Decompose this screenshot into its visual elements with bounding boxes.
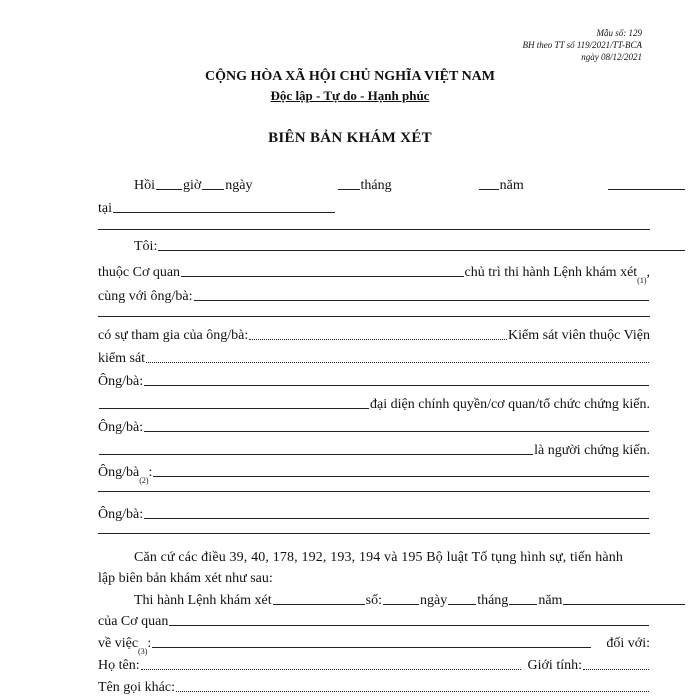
order-year-field[interactable] [563,604,685,605]
place-label: tại [98,201,112,216]
motto [0,88,700,104]
order-no-field[interactable] [383,604,419,605]
about-colon: : [147,636,152,651]
officer-label: Tôi: [134,239,158,254]
witness-line [98,437,650,459]
person4-line [98,501,650,523]
order-day-field[interactable] [448,604,476,605]
person3-continuation[interactable] [98,491,650,492]
form-date: ngày 08/12/2021 [581,52,642,62]
person4-continuation[interactable] [98,533,650,534]
document-title: BIÊN BẢN KHÁM XÉT [268,130,432,146]
basis-line-2 [98,565,650,587]
order-label: Thi hành Lệnh khám xét [134,593,272,608]
about-line: về việc (3) : đối với: [98,636,650,656]
lead-label: chủ trì thi hành Lệnh khám xét [464,265,638,280]
alias-field[interactable] [176,691,649,692]
time-hour-label: Hồi [134,178,155,193]
procuracy-label: kiểm sát [98,351,146,366]
order-month-field[interactable] [509,604,537,605]
person1-label: Ông/bà: [98,374,144,389]
form-number: Mẫu số: 129 [596,28,642,38]
procurator-line [98,322,650,344]
fullname-field[interactable] [141,669,521,670]
agency-label: thuộc Cơ quan [98,265,181,280]
lead-comma: , [646,265,650,280]
person1-field[interactable] [144,385,649,386]
order-no-label: số: [365,593,382,608]
representative-role: đại diện chính quyền/cơ quan/tổ chức chứng kiến. [370,397,650,412]
time-min-label: giờ [183,178,202,193]
person3-label: Ông/bà [98,465,140,480]
person4-field[interactable] [144,518,649,519]
order-agency-field[interactable] [169,625,649,626]
procurator-label: có sự tham gia của ông/bà: [98,328,249,343]
minute-field[interactable] [202,189,224,190]
agency-line: thuộc Cơ quan chủ trì thi hành Lệnh khám xét (1) , [98,265,650,285]
order-year-label: năm [538,593,563,608]
time-day-label: ngày [225,178,253,193]
person2-label: Ông/bà: [98,420,144,435]
procuracy-line [98,345,650,367]
gender-label: Giới tính: [527,658,582,673]
officer-field[interactable] [158,250,685,251]
alias-label: Tên gọi khác: [98,680,175,695]
motto-text: Độc lập - Tự do - Hạnh phúc [270,88,430,103]
person3-colon: : [148,465,153,480]
place-continuation[interactable] [98,229,650,230]
person4-label: Ông/bà: [98,507,144,522]
order-month-label: tháng [477,593,509,608]
day-field[interactable] [338,189,360,190]
agency-field[interactable] [181,276,463,277]
representative-line [98,391,650,413]
time-month-label: tháng [360,178,392,193]
with-continuation[interactable] [98,316,650,317]
with-label: cùng với ông/bà: [98,289,193,304]
order-agency-label: của Cơ quan [98,614,169,629]
witness-field[interactable] [99,454,533,455]
place-line [98,195,650,217]
person2-line [98,414,650,436]
person3-field[interactable] [153,476,649,477]
gender-field[interactable] [583,669,649,670]
about-label: về việc [98,636,139,651]
time-line [98,172,686,194]
against-label: đối với: [606,636,650,651]
month-field[interactable] [479,189,499,190]
order-type-field[interactable] [273,604,365,605]
alias-line [98,674,650,696]
person1-line [98,368,650,390]
order-agency-line [98,608,650,630]
fullname-line [98,652,650,674]
time-year-label: năm [499,178,524,193]
basis-line [98,544,686,566]
person3-line: Ông/bà (2) : [98,459,650,481]
witness-role: là người chứng kiến. [534,443,650,458]
officer-line [98,233,686,255]
fullname-label: Họ tên: [98,658,140,673]
order-line [98,587,686,609]
with-field[interactable] [194,300,650,301]
national-title: CỘNG HÒA XÃ HỘI CHỦ NGHĨA VIỆT NAM [204,69,495,84]
person2-field[interactable] [144,431,649,432]
hour-field[interactable] [156,189,182,190]
representative-field[interactable] [99,408,369,409]
form-basis: BH theo TT số 119/2021/TT-BCA [522,40,642,50]
procuracy-field[interactable] [146,362,649,363]
place-field[interactable] [113,212,335,213]
procurator-role: Kiểm sát viên thuộc Viện [508,328,650,343]
basis-text-2: lập biên bản khám xét như sau: [98,571,273,586]
year-field[interactable] [608,189,685,190]
order-day-label: ngày [419,593,448,608]
basis-text: Căn cứ các điều 39, 40, 178, 192, 193, 194 và 195 Bộ luật Tố tụng hình sự, tiến hành [134,550,624,565]
procurator-field[interactable] [249,339,507,340]
about-field[interactable] [152,647,591,648]
with-line [98,283,650,305]
